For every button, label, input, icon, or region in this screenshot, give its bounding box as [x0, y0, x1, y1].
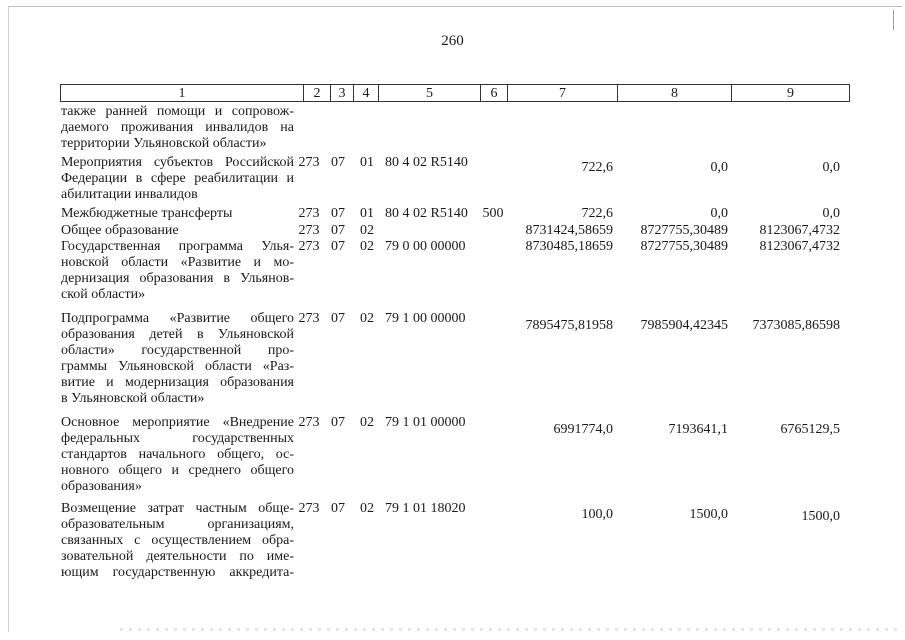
header-col-9: 9 — [787, 86, 794, 101]
cell-amount-col9: 0,0 — [822, 206, 840, 221]
row-name-line: ющим государственную аккредита- — [61, 565, 294, 580]
cell-amount-col7: 7895475,81958 — [525, 318, 613, 333]
cell-grbs: 273 — [298, 501, 320, 516]
cell-section: 07 — [331, 415, 345, 430]
row-name — [61, 239, 294, 303]
cell-amount-col9: 8123067,4732 — [759, 223, 840, 238]
cell-grbs: 273 — [298, 311, 320, 326]
cell-amount-col8: 0,0 — [710, 206, 728, 221]
row-name-line: Федерации в сфере реабилитации и — [61, 171, 294, 186]
row-name — [61, 155, 294, 203]
row-name-line: граммы Ульяновской области «Раз- — [61, 359, 294, 374]
cell-section: 07 — [331, 155, 345, 170]
cell-subsection: 01 — [360, 155, 374, 170]
header-col-1: 1 — [61, 85, 304, 101]
cell-subsection: 02 — [360, 311, 374, 326]
row-name-line: Возмещение затрат частным обще- — [61, 501, 294, 516]
row-name-line: Межбюджетные трансферты — [61, 206, 233, 221]
cell-amount-col9: 1500,0 — [801, 509, 840, 524]
row-name — [61, 223, 294, 239]
header-col-6: 6 — [481, 85, 508, 101]
cell-amount-col7: 722,6 — [581, 206, 613, 221]
row-name-line: новного общего и среднего общего — [61, 463, 294, 478]
cell-amount-col9: 0,0 — [822, 160, 840, 175]
row-name-line: федеральных государственных — [61, 431, 294, 446]
cell-section: 07 — [331, 206, 345, 221]
row-name-line: в Ульяновской области» — [61, 391, 205, 406]
cell-grbs: 273 — [298, 415, 320, 430]
row-name-line: образования» — [61, 479, 142, 494]
row-name-line: ской области» — [61, 287, 146, 302]
cell-target-article: 79 1 01 00000 — [385, 415, 466, 430]
cell-subsection: 01 — [360, 206, 374, 221]
row-name-line: дернизация образования в Ульянов- — [61, 271, 294, 286]
row-name — [61, 415, 294, 495]
row-name-line: даемого проживания инвалидов на — [61, 120, 294, 135]
row-name-line: стандартов начального общего, ос- — [61, 447, 294, 462]
row-name-line: Мероприятия субъектов Российской — [61, 155, 294, 170]
cell-grbs: 273 — [298, 239, 320, 254]
row-name-line: территории Ульяновской области» — [61, 136, 267, 151]
cell-amount-col7: 6991774,0 — [553, 422, 613, 437]
cell-amount-col8: 1500,0 — [689, 507, 728, 522]
cell-subsection: 02 — [360, 223, 374, 238]
cell-section: 07 — [331, 311, 345, 326]
row-name-line: Общее образование — [61, 223, 179, 238]
header-col-2: 2 — [304, 85, 331, 101]
cell-amount-col7: 8730485,18659 — [525, 239, 613, 254]
cell-section: 07 — [331, 501, 345, 516]
row-name-line: Подпрограмма «Развитие общего — [61, 311, 294, 326]
cell-amount-col7: 8731424,58659 — [525, 223, 613, 238]
row-name-line: также ранней помощи и сопровож- — [61, 104, 294, 119]
cell-subsection: 02 — [360, 415, 374, 430]
cell-target-article: 80 4 02 R5140 — [385, 206, 468, 221]
page-number: 260 — [441, 33, 464, 49]
row-name-line: новской области «Развитие и мо- — [61, 255, 294, 270]
cell-grbs: 273 — [298, 206, 320, 221]
cell-target-article: 79 1 00 00000 — [385, 311, 466, 326]
row-name — [61, 206, 294, 222]
cell-amount-col7: 722,6 — [581, 160, 613, 175]
cell-subsection: 02 — [360, 239, 374, 254]
header-col-7: 7 — [508, 85, 618, 101]
cell-amount-col7: 100,0 — [581, 507, 613, 522]
cell-target-article: 80 4 02 R5140 — [385, 155, 468, 170]
cell-grbs: 273 — [298, 223, 320, 238]
cell-amount-col8: 7985904,42345 — [640, 318, 728, 333]
cell-target-article: 79 1 01 18020 — [385, 501, 466, 516]
row-name-line: абилитации инвалидов — [61, 187, 198, 202]
cell-amount-col9: 6765129,5 — [780, 422, 840, 437]
cell-section: 07 — [331, 223, 345, 238]
row-name-line: Основное мероприятие «Внедрение — [61, 415, 294, 430]
header-col-8: 8 — [618, 85, 732, 101]
cell-grbs: 273 — [298, 155, 320, 170]
header-col-4: 4 — [354, 85, 379, 101]
cell-expense-type: 500 — [482, 206, 504, 221]
cell-subsection: 02 — [360, 501, 374, 516]
cell-amount-col9: 7373085,86598 — [752, 318, 840, 333]
row-name-line: Государственная программа Улья- — [61, 239, 294, 254]
row-name-line: зовательной деятельности по име- — [61, 549, 294, 564]
row-name — [61, 104, 294, 152]
row-name — [61, 501, 294, 581]
cell-amount-col9: 8123067,4732 — [759, 239, 840, 254]
cell-amount-col8: 8727755,30489 — [640, 223, 728, 238]
header-col-3: 3 — [331, 85, 354, 101]
row-name-line: области» государственной про- — [61, 343, 294, 358]
cell-amount-col8: 8727755,30489 — [640, 239, 728, 254]
row-name-line: образовательным организациям, — [61, 517, 294, 532]
cell-amount-col8: 7193641,1 — [668, 422, 728, 437]
cell-amount-col8: 0,0 — [710, 160, 728, 175]
header-col-5: 5 — [379, 85, 481, 101]
scan-noise — [120, 628, 900, 631]
cell-section: 07 — [331, 239, 345, 254]
row-name-line: образования детей в Ульяновской — [61, 327, 294, 342]
row-name-line: витие и модернизация образования — [61, 375, 294, 390]
cell-target-article: 79 0 00 00000 — [385, 239, 466, 254]
row-name — [61, 311, 294, 407]
row-name-line: связанных с осуществлением обра- — [61, 533, 294, 548]
